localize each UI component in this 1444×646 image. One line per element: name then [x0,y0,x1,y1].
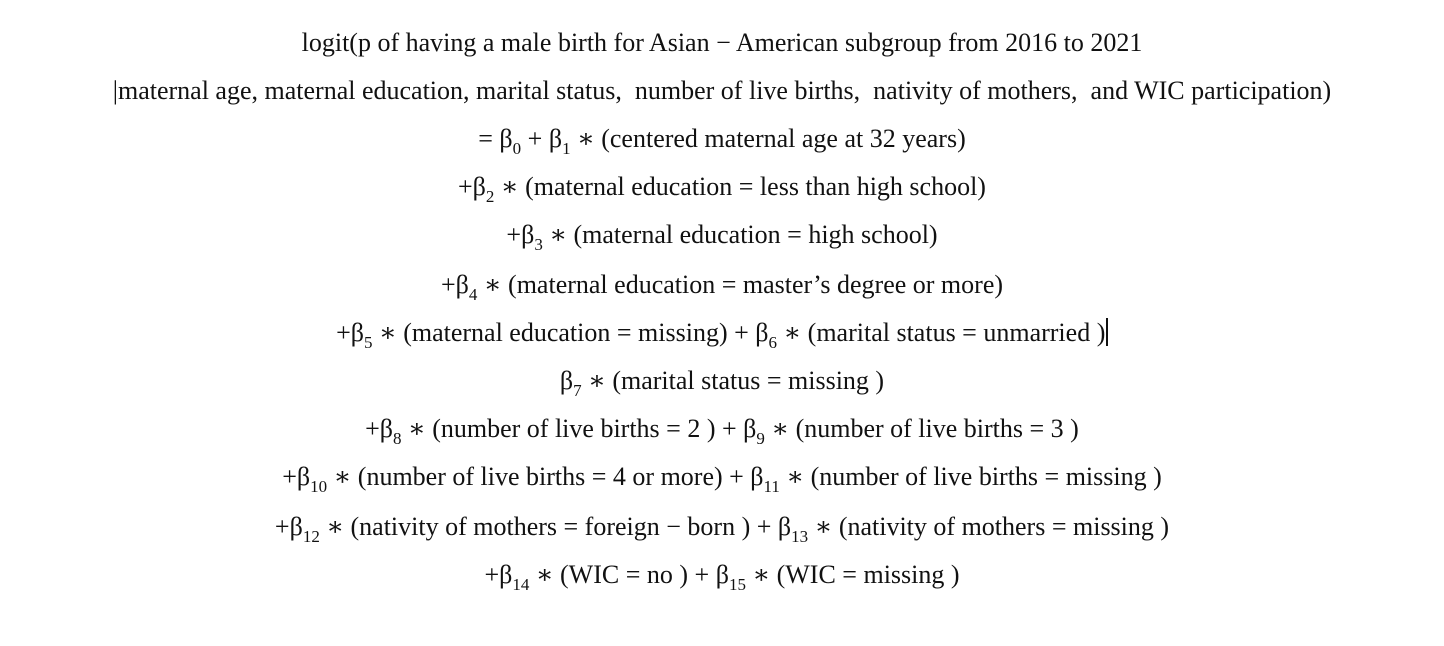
equation-line-7 [0,316,1444,353]
equation-text: ∗ (maternal education = less than high school) [494,172,986,201]
equation-text: +β [506,220,535,249]
equation-text: logit(p of having a male birth for Asian − American subgroup from 2016 to 2021 [301,28,1143,57]
equation-line-10 [0,460,1444,497]
equation-text: +β [440,270,469,299]
beta-subscript: 5 [364,333,373,352]
equation-text: ∗ (number of live births = 4 or more) + β [327,462,764,491]
beta-subscript: 12 [302,527,320,546]
beta-subscript: 3 [534,235,543,254]
beta-subscript: 6 [768,333,777,352]
beta-subscript: 4 [468,285,478,304]
equation-text: ∗ (centered maternal age at 32 years) [570,124,966,153]
equation-text: ∗ (WIC = no ) + β [529,560,729,589]
equation-text: +β [336,318,365,347]
beta-subscript: 2 [485,187,495,206]
equation-text: ∗ (maternal education = high school) [542,220,938,249]
beta-subscript: 10 [310,477,328,496]
beta-subscript: 15 [728,575,746,594]
equation-text: ∗ (nativity of mothers = foreign − born ) + β [319,512,792,541]
beta-subscript: 1 [562,139,571,158]
equation-text: + β [521,124,563,153]
beta-subscript: 9 [756,429,765,448]
equation-text: +β [274,512,303,541]
beta-subscript: 14 [512,575,530,594]
equation-text: ∗ (maternal education = master’s degree or more) [477,270,1004,299]
equation-line-4 [0,170,1444,207]
equation-text: +β [484,560,513,589]
equation-line-3 [0,122,1444,159]
equation-text: +β [458,172,486,201]
equation-line-6 [0,268,1444,305]
equation-text: +β [365,414,394,443]
beta-subscript: 8 [393,429,402,448]
beta-subscript: 0 [512,139,522,158]
equation-line-12 [0,558,1444,595]
equation-line-9 [0,412,1444,449]
equation-text: ∗ (number of live births = 2 ) + β [401,414,757,443]
beta-subscript: 13 [791,527,809,546]
equation-line-8 [0,364,1444,401]
equation-text: β [559,366,574,395]
equation-text: = β [478,124,513,153]
equation-text: ∗ (marital status = unmarried ) [777,318,1106,347]
equation-line-11 [0,510,1444,547]
equation-text: ∗ (number of live births = 3 ) [764,414,1079,443]
equation-line-2 [0,74,1444,108]
equation-text: ∗ (WIC = missing ) [745,560,960,589]
equation-line-1 [0,26,1444,60]
equation-line-5 [0,218,1444,255]
text-cursor [1106,318,1108,346]
equation-text: |maternal age, maternal education, marital status, number of live births, nativity of mothers, and WIC participation) [112,76,1332,105]
equation-text: +β [282,462,311,491]
equation-text: ∗ (nativity of mothers = missing ) [808,512,1170,541]
equation-text: ∗ (number of live births = missing ) [779,462,1162,491]
equation-text: ∗ (marital status = missing ) [581,366,885,395]
beta-subscript: 7 [573,381,582,400]
equation-text: ∗ (maternal education = missing) + β [372,318,769,347]
beta-subscript: 11 [763,477,780,496]
